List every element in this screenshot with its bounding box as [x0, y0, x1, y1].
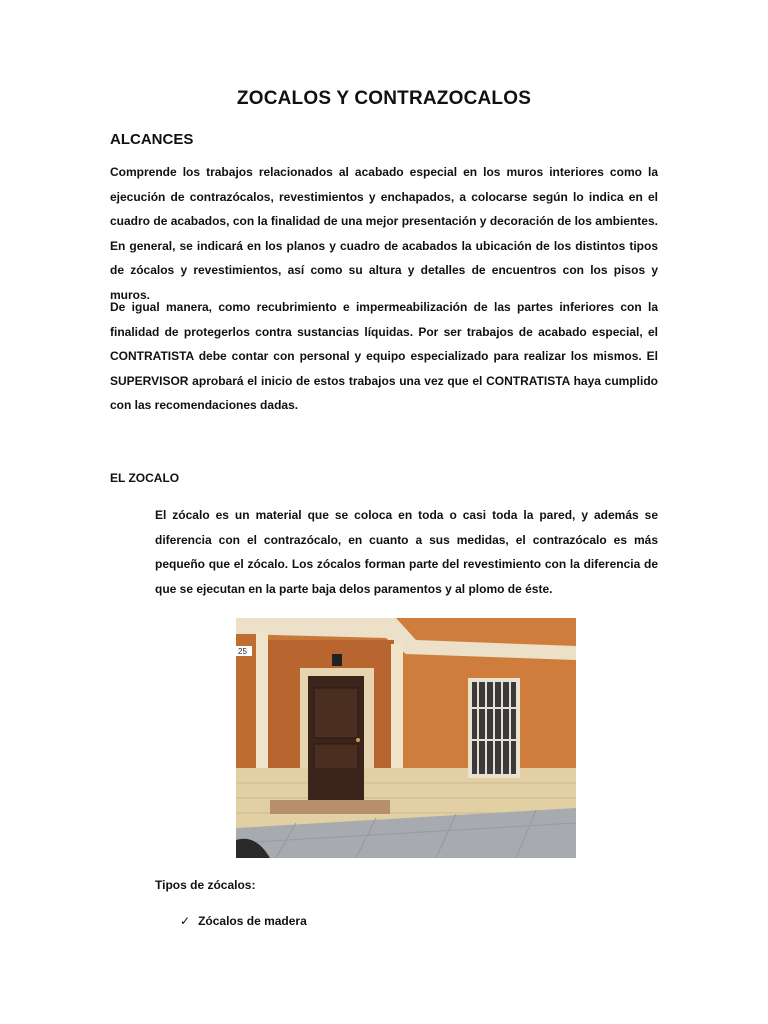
house-facade-photo	[236, 618, 576, 858]
house-number: 25	[238, 647, 247, 656]
list-item	[180, 914, 307, 928]
el-zocalo-paragraph: El zócalo es un material que se coloca en toda o casi toda la pared, y además se diferencia con el contrazócalo, en cuanto a sus medidas, el contrazócalo es más pequeño que el zócalo. Los zócalos forman parte del revestimiento con la diferencia de que se ejecutan en la parte baja delos paramentos y al plomo de éste.	[155, 508, 658, 596]
alcances-paragraph-2: De igual manera, como recubrimiento e impermeabilización de las partes inferiores con la finalidad de protegerlos contra sustancias líquidas. Por ser trabajos de acabado especial, el CONTRATISTA debe contar con personal y equipo especializado para realizar los mismos. El SUPERVISOR aprobará el inicio de estos trabajos una vez que el CONTRATISTA haya cumplido con las recomendaciones dadas.	[110, 300, 658, 413]
document-title: ZOCALOS Y CONTRAZOCALOS	[236, 88, 532, 109]
tipos-de-zocalos-heading: Tipos de zócalos:	[155, 878, 256, 892]
checkmark-icon: ✓	[180, 914, 191, 928]
list-item-label: Zócalos de madera	[198, 914, 307, 928]
el-zocalo-heading: EL ZOCALO	[110, 471, 180, 485]
alcances-heading: ALCANCES	[110, 131, 194, 148]
alcances-paragraph-1: Comprende los trabajos relacionados al acabado especial en los muros interiores como la ejecución de contrazócalos, revestimientos y enchapados, a colocarse según lo indica en el cuadro de acabados, con la finalidad de una mejor presentación y decoración de los ambientes. En general, se indicará en los planos y cuadro de acabados la ubicación de los distintos tipos de zócalos y revestimientos, así como su altura y detalles de encuentros con los pisos y muros.	[110, 165, 658, 302]
